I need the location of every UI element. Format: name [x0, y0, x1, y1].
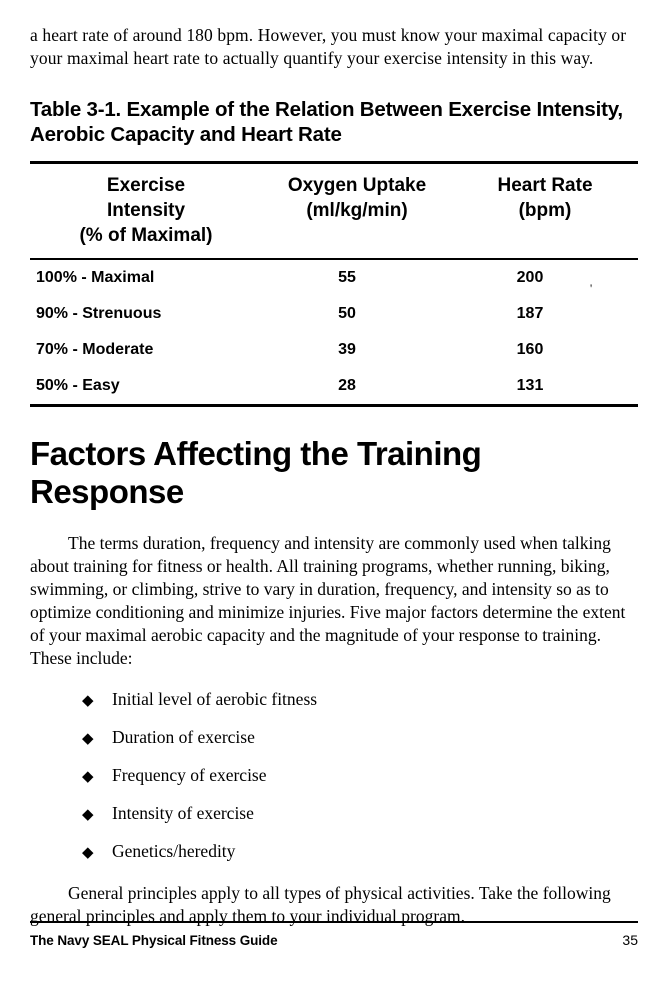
diamond-bullet-icon: ◆	[82, 806, 94, 823]
diamond-bullet-icon: ◆	[82, 730, 94, 747]
column-header-exercise-intensity	[30, 162, 262, 259]
list-item	[82, 841, 638, 862]
exercise-intensity-table	[30, 161, 638, 407]
list-item	[82, 765, 638, 786]
list-item	[82, 689, 638, 710]
column-header-line-2: Intensity	[106, 199, 186, 221]
column-header-line-1: Oxygen Uptake	[287, 174, 427, 196]
table-caption: Table 3-1. Example of the Relation Between Exercise Intensity, Aerobic Capacity and Heart Rate	[30, 97, 623, 146]
column-header-line-1: Exercise	[106, 174, 186, 196]
diamond-bullet-icon: ◆	[82, 768, 94, 785]
list-item	[82, 803, 638, 824]
table-row	[30, 259, 638, 296]
factors-bullet-list	[30, 689, 638, 862]
cell-intensity: 70% - Moderate	[36, 340, 154, 358]
cell-heart-rate: 200	[516, 268, 544, 286]
page-content	[30, 24, 638, 942]
cell-intensity: 90% - Strenuous	[36, 304, 162, 322]
footer-divider	[30, 921, 638, 923]
section-paragraph-1: The terms duration, frequency and intensity are commonly used when talking about training for fitness or health. All training programs, whether running, biking, swimming, or climbing, strive to vary in duration, frequency, and intensity so as to optimize conditioning and minimize injuries. Five major factors determine the extent of your maximal aerobic capacity and the magnitude of your response to training. These include:	[30, 532, 626, 669]
cell-oxygen: 55	[338, 268, 356, 286]
stray-ink-mark: '	[590, 281, 593, 295]
table-row	[30, 296, 638, 332]
cell-heart-rate: 187	[516, 304, 544, 322]
cell-oxygen: 39	[338, 340, 356, 358]
table-body	[30, 259, 638, 406]
footer-title: The Navy SEAL Physical Fitness Guide	[30, 933, 278, 948]
page-footer	[30, 921, 638, 948]
list-item	[82, 727, 638, 748]
table-row	[30, 368, 638, 406]
footer-page-number: 35	[622, 932, 638, 948]
cell-oxygen: 50	[338, 304, 356, 322]
column-header-line-2: (ml/kg/min)	[306, 199, 408, 221]
footer-row	[30, 932, 638, 948]
table-head	[30, 162, 638, 259]
list-item-label: Frequency of exercise	[112, 764, 267, 785]
list-item-label: Genetics/heredity	[112, 840, 236, 861]
section-heading: Factors Affecting the Training Response	[30, 434, 482, 511]
cell-oxygen: 28	[262, 368, 452, 406]
table-row	[30, 332, 638, 368]
column-header-heart-rate	[452, 162, 638, 259]
table-header-row	[30, 162, 638, 259]
column-header-line-1: Heart Rate	[497, 174, 593, 196]
diamond-bullet-icon: ◆	[82, 692, 94, 709]
list-item-label: Intensity of exercise	[112, 802, 254, 823]
cell-heart-rate: 131	[452, 368, 638, 406]
cell-intensity: 50% - Easy	[30, 368, 262, 406]
column-header-oxygen-uptake	[262, 162, 452, 259]
cell-intensity: 100% - Maximal	[36, 268, 155, 286]
intro-paragraph: a heart rate of around 180 bpm. However, you must know your maximal capacity or your maximal heart rate to actually quantify your exercise intensity in this way.	[30, 25, 627, 69]
diamond-bullet-icon: ◆	[82, 844, 94, 861]
list-item-label: Duration of exercise	[112, 726, 255, 747]
cell-heart-rate: 160	[516, 340, 544, 358]
section-paragraph-2: General principles apply to all types of physical activities. Take the following general principles and apply them to your individual program.	[30, 882, 611, 926]
column-header-line-2: (bpm)	[518, 199, 572, 221]
list-item-label: Initial level of aerobic fitness	[112, 688, 318, 709]
column-header-line-3: (% of Maximal)	[79, 224, 213, 246]
